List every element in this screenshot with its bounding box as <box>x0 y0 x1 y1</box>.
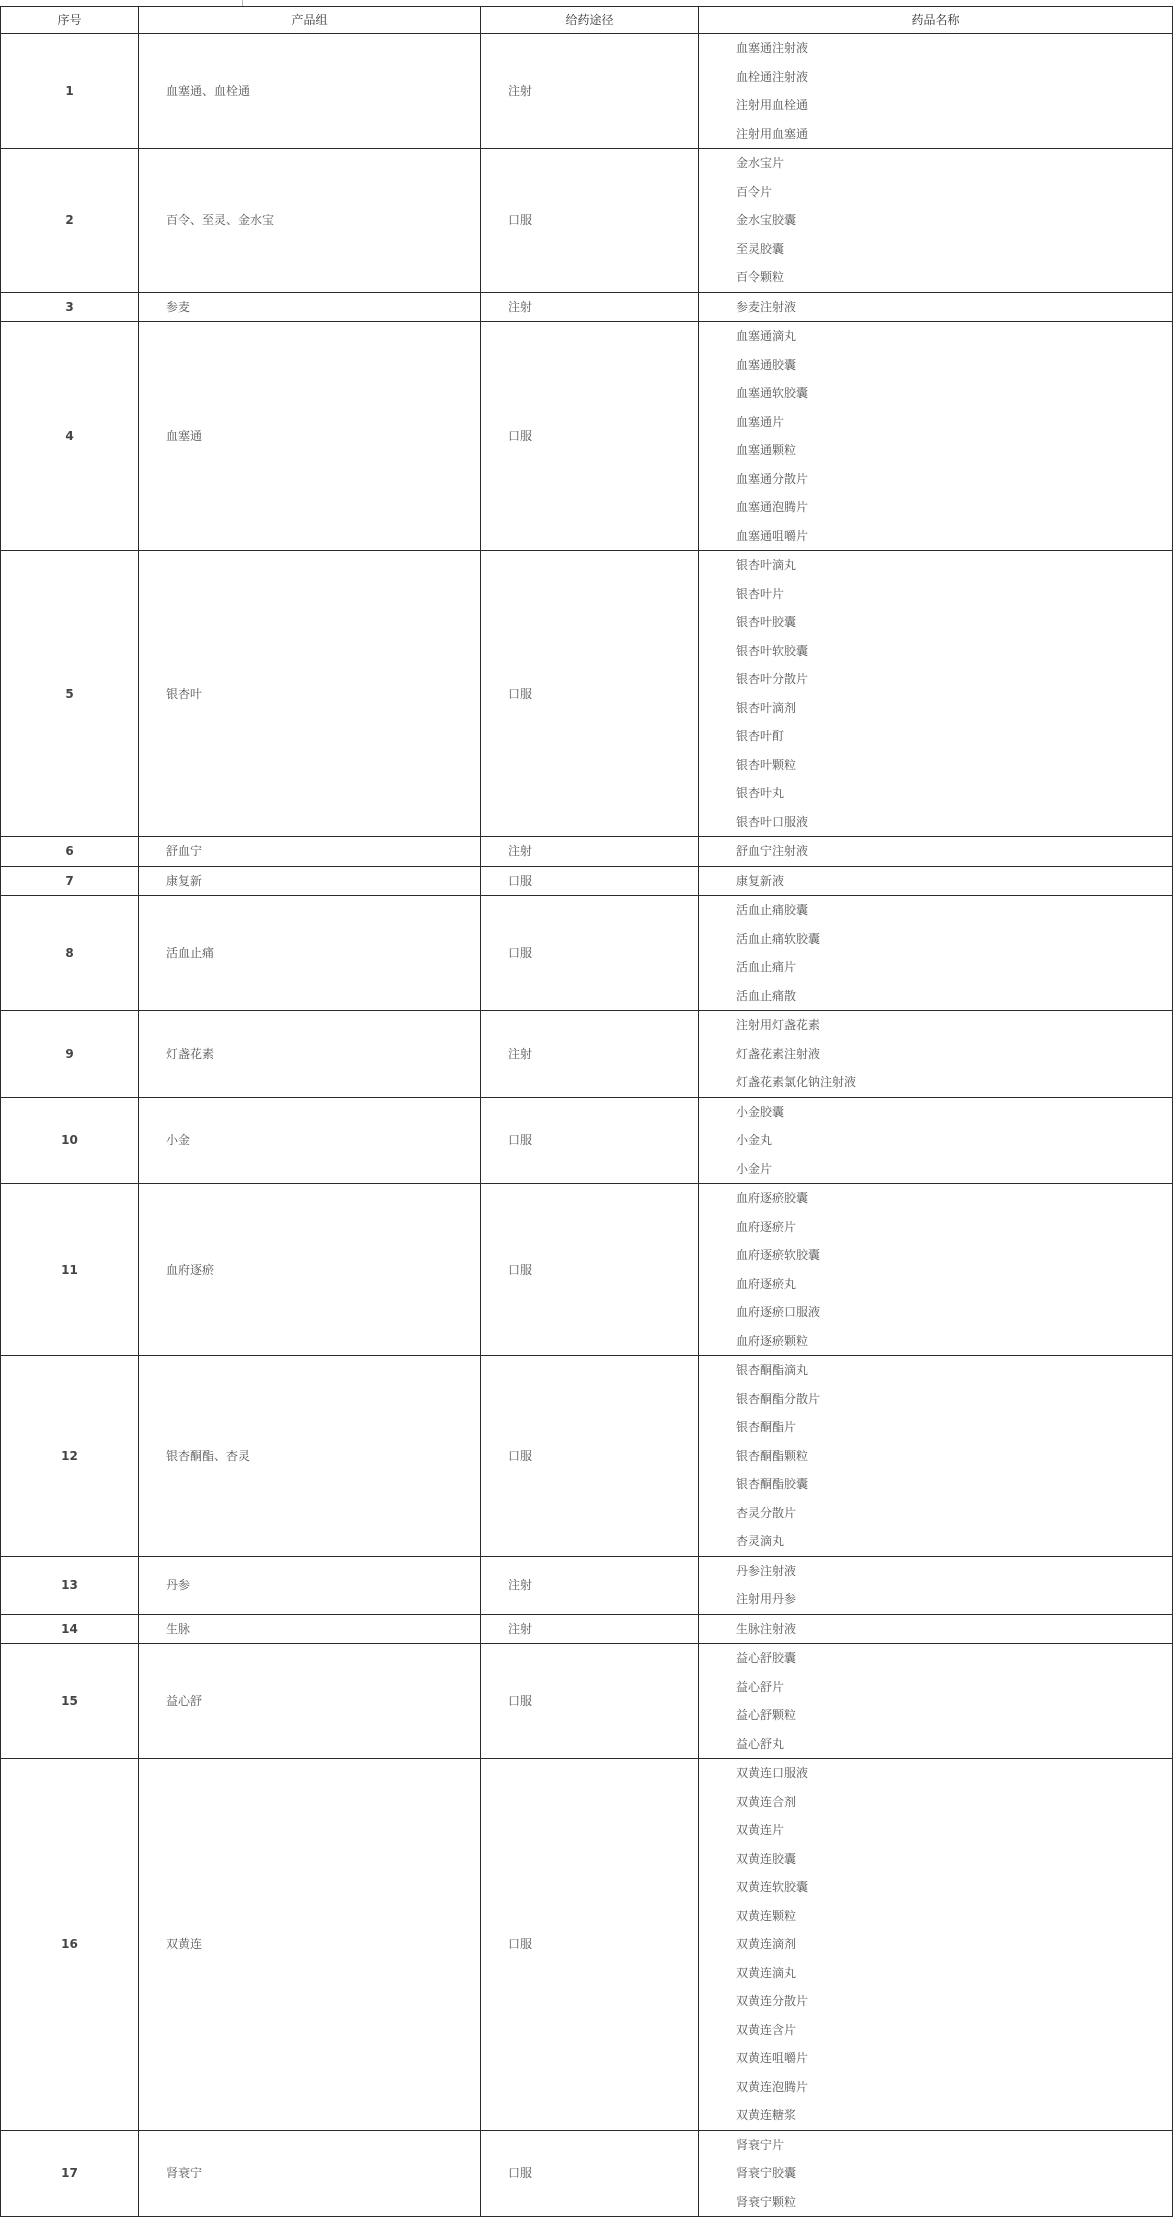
table-row <box>1 1644 1173 1759</box>
drug-table <box>0 6 1173 2217</box>
drug-name: 血府逐瘀胶囊 <box>736 1191 809 1205</box>
drug-names-cell <box>699 1097 1173 1184</box>
drug-name: 血塞通分散片 <box>736 471 809 486</box>
drug-name: 肾衰宁颗粒 <box>736 2194 797 2209</box>
route-cell: 口服 <box>481 149 699 293</box>
drug-name: 金水宝胶囊 <box>736 213 797 227</box>
table-row <box>1 34 1173 149</box>
route-cell: 口服 <box>481 1097 699 1184</box>
row-number: 6 <box>1 837 139 867</box>
drug-name: 注射用血栓通 <box>736 98 809 112</box>
drug-name: 血塞通软胶囊 <box>736 386 809 400</box>
row-number: 16 <box>1 1759 139 2131</box>
route-cell: 注射 <box>481 34 699 149</box>
drug-name: 银杏叶颗粒 <box>736 757 797 772</box>
table-row <box>1 1556 1173 1614</box>
drug-name: 双黄连泡腾片 <box>736 2079 809 2094</box>
drug-name: 双黄连糖浆 <box>736 2108 797 2122</box>
table-row <box>1 551 1173 837</box>
table-row <box>1 1097 1173 1184</box>
drug-name: 银杏酮酯颗粒 <box>736 1448 809 1463</box>
drug-name: 血府逐瘀软胶囊 <box>736 1248 821 1262</box>
drug-name: 注射用丹参 <box>736 1592 797 1606</box>
route-cell: 口服 <box>481 1644 699 1759</box>
drug-name: 至灵胶囊 <box>736 241 785 256</box>
table-row <box>1 1614 1173 1644</box>
row-number: 4 <box>1 322 139 551</box>
drug-names-cell <box>699 1556 1173 1614</box>
drug-name: 银杏叶口服液 <box>736 814 809 829</box>
drug-name: 血塞通滴丸 <box>736 329 797 343</box>
drug-names-cell <box>699 1759 1173 2131</box>
drug-name: 参麦注射液 <box>736 299 797 314</box>
header-route: 给药途径 <box>481 7 699 34</box>
product-group-cell: 银杏叶 <box>139 551 481 837</box>
row-number: 5 <box>1 551 139 837</box>
route-cell: 注射 <box>481 1011 699 1098</box>
row-number: 13 <box>1 1556 139 1614</box>
table-body <box>1 34 1173 2217</box>
product-group-cell: 血塞通、血栓通 <box>139 34 481 149</box>
product-group-cell: 康复新 <box>139 866 481 896</box>
drug-name: 注射用灯盏花素 <box>736 1018 821 1032</box>
product-group-cell: 生脉 <box>139 1614 481 1644</box>
drug-name: 血塞通颗粒 <box>736 443 797 457</box>
product-group-cell: 小金 <box>139 1097 481 1184</box>
drug-names-cell <box>699 837 1173 867</box>
drug-name: 杏灵分散片 <box>736 1505 797 1520</box>
product-group-cell: 双黄连 <box>139 1759 481 2131</box>
drug-name: 血塞通胶囊 <box>736 357 797 372</box>
row-number: 7 <box>1 866 139 896</box>
table-header-row <box>1 7 1173 34</box>
route-cell: 口服 <box>481 322 699 551</box>
drug-name: 肾衰宁片 <box>736 2137 785 2152</box>
product-group-cell: 血塞通 <box>139 322 481 551</box>
product-group-cell: 活血止痛 <box>139 896 481 1011</box>
route-cell: 注射 <box>481 1614 699 1644</box>
drug-name: 杏灵滴丸 <box>736 1534 785 1548</box>
drug-names-cell <box>699 292 1173 322</box>
drug-name: 活血止痛散 <box>736 988 797 1003</box>
drug-name: 银杏叶片 <box>736 586 785 601</box>
drug-name: 康复新液 <box>736 873 785 888</box>
drug-name: 血塞通注射液 <box>736 41 809 55</box>
drug-name: 活血止痛软胶囊 <box>736 931 821 946</box>
header-no: 序号 <box>1 7 139 34</box>
product-group-cell: 舒血宁 <box>139 837 481 867</box>
drug-name: 银杏叶丸 <box>736 786 785 800</box>
drug-names-cell <box>699 1614 1173 1644</box>
drug-name: 银杏酮酯分散片 <box>736 1391 821 1406</box>
drug-name: 丹参注射液 <box>736 1563 797 1578</box>
drug-name: 银杏叶滴剂 <box>736 700 797 715</box>
product-group-cell: 灯盏花素 <box>139 1011 481 1098</box>
row-number: 1 <box>1 34 139 149</box>
table-row <box>1 1011 1173 1098</box>
drug-name: 血府逐瘀片 <box>736 1219 797 1234</box>
drug-name: 益心舒胶囊 <box>736 1651 797 1665</box>
drug-name: 双黄连滴丸 <box>736 1965 797 1980</box>
drug-name: 双黄连滴剂 <box>736 1937 797 1951</box>
route-cell: 口服 <box>481 2130 699 2217</box>
row-number: 14 <box>1 1614 139 1644</box>
drug-names-cell <box>699 1011 1173 1098</box>
drug-name: 双黄连咀嚼片 <box>736 2051 809 2065</box>
route-cell: 口服 <box>481 866 699 896</box>
drug-name: 双黄连软胶囊 <box>736 1880 809 1894</box>
drug-name: 双黄连颗粒 <box>736 1908 797 1923</box>
product-group-cell: 百令、至灵、金水宝 <box>139 149 481 293</box>
header-drug-name: 药品名称 <box>699 7 1173 34</box>
route-cell: 口服 <box>481 896 699 1011</box>
table-row <box>1 322 1173 551</box>
drug-name: 活血止痛胶囊 <box>736 903 809 917</box>
drug-name: 舒血宁注射液 <box>736 844 809 858</box>
drug-name: 血塞通泡腾片 <box>736 500 809 514</box>
drug-name: 百令片 <box>736 184 773 199</box>
drug-names-cell <box>699 551 1173 837</box>
product-group-cell: 参麦 <box>139 292 481 322</box>
drug-name: 银杏酮酯胶囊 <box>736 1477 809 1491</box>
drug-name: 银杏叶酊 <box>736 729 785 743</box>
drug-name: 活血止痛片 <box>736 960 797 974</box>
drug-name: 注射用血塞通 <box>736 126 809 141</box>
drug-names-cell <box>699 1644 1173 1759</box>
drug-name: 银杏叶滴丸 <box>736 558 797 572</box>
row-number: 17 <box>1 2130 139 2217</box>
table-row <box>1 866 1173 896</box>
drug-name: 双黄连合剂 <box>736 1794 797 1809</box>
product-group-cell: 益心舒 <box>139 1644 481 1759</box>
drug-names-cell <box>699 149 1173 293</box>
drug-name: 生脉注射液 <box>736 1621 797 1636</box>
row-number: 15 <box>1 1644 139 1759</box>
product-group-cell: 血府逐瘀 <box>139 1184 481 1356</box>
drug-name: 双黄连胶囊 <box>736 1851 797 1866</box>
product-group-cell: 肾衰宁 <box>139 2130 481 2217</box>
drug-name: 血塞通片 <box>736 414 785 429</box>
row-number: 9 <box>1 1011 139 1098</box>
drug-name: 灯盏花素氯化钠注射液 <box>736 1075 857 1089</box>
drug-name: 小金丸 <box>736 1133 773 1147</box>
row-number: 3 <box>1 292 139 322</box>
drug-name: 血府逐瘀口服液 <box>736 1305 821 1319</box>
drug-names-cell <box>699 322 1173 551</box>
drug-name: 小金胶囊 <box>736 1104 785 1119</box>
drug-name: 血塞通咀嚼片 <box>736 528 809 543</box>
drug-name: 银杏酮酯片 <box>736 1420 797 1434</box>
drug-name: 血府逐瘀颗粒 <box>736 1333 809 1348</box>
header-product-group: 产品组 <box>139 7 481 34</box>
drug-name: 益心舒丸 <box>736 1736 785 1751</box>
drug-names-cell <box>699 1356 1173 1557</box>
drug-name: 血府逐瘀丸 <box>736 1276 797 1291</box>
drug-name: 益心舒颗粒 <box>736 1708 797 1722</box>
drug-name: 双黄连分散片 <box>736 1994 809 2008</box>
drug-names-cell <box>699 896 1173 1011</box>
product-group-cell: 银杏酮酯、杏灵 <box>139 1356 481 1557</box>
drug-name: 双黄连含片 <box>736 2022 797 2037</box>
row-number: 10 <box>1 1097 139 1184</box>
drug-name: 益心舒片 <box>736 1679 785 1694</box>
table-row <box>1 896 1173 1011</box>
table-row <box>1 1184 1173 1356</box>
route-cell: 注射 <box>481 292 699 322</box>
drug-name: 双黄连片 <box>736 1823 785 1837</box>
drug-name: 银杏叶胶囊 <box>736 615 797 629</box>
drug-name: 双黄连口服液 <box>736 1766 809 1780</box>
drug-names-cell <box>699 1184 1173 1356</box>
route-cell: 注射 <box>481 1556 699 1614</box>
route-cell: 注射 <box>481 837 699 867</box>
route-cell: 口服 <box>481 551 699 837</box>
table-row <box>1 149 1173 293</box>
drug-name: 银杏酮酯滴丸 <box>736 1363 809 1377</box>
row-number: 8 <box>1 896 139 1011</box>
drug-name: 灯盏花素注射液 <box>736 1046 821 1061</box>
drug-name: 小金片 <box>736 1161 773 1176</box>
drug-names-cell <box>699 866 1173 896</box>
drug-name: 金水宝片 <box>736 156 785 170</box>
table-row <box>1 292 1173 322</box>
drug-name: 肾衰宁胶囊 <box>736 2166 797 2180</box>
drug-names-cell <box>699 34 1173 149</box>
row-number: 12 <box>1 1356 139 1557</box>
row-number: 11 <box>1 1184 139 1356</box>
drug-name: 银杏叶分散片 <box>736 672 809 686</box>
table-row <box>1 1759 1173 2131</box>
product-group-cell: 丹参 <box>139 1556 481 1614</box>
route-cell: 口服 <box>481 1759 699 2131</box>
drug-name: 百令颗粒 <box>736 270 785 284</box>
drug-name: 银杏叶软胶囊 <box>736 643 809 658</box>
drug-name: 血栓通注射液 <box>736 69 809 84</box>
table-row <box>1 837 1173 867</box>
route-cell: 口服 <box>481 1356 699 1557</box>
route-cell: 口服 <box>481 1184 699 1356</box>
row-number: 2 <box>1 149 139 293</box>
table-row <box>1 1356 1173 1557</box>
